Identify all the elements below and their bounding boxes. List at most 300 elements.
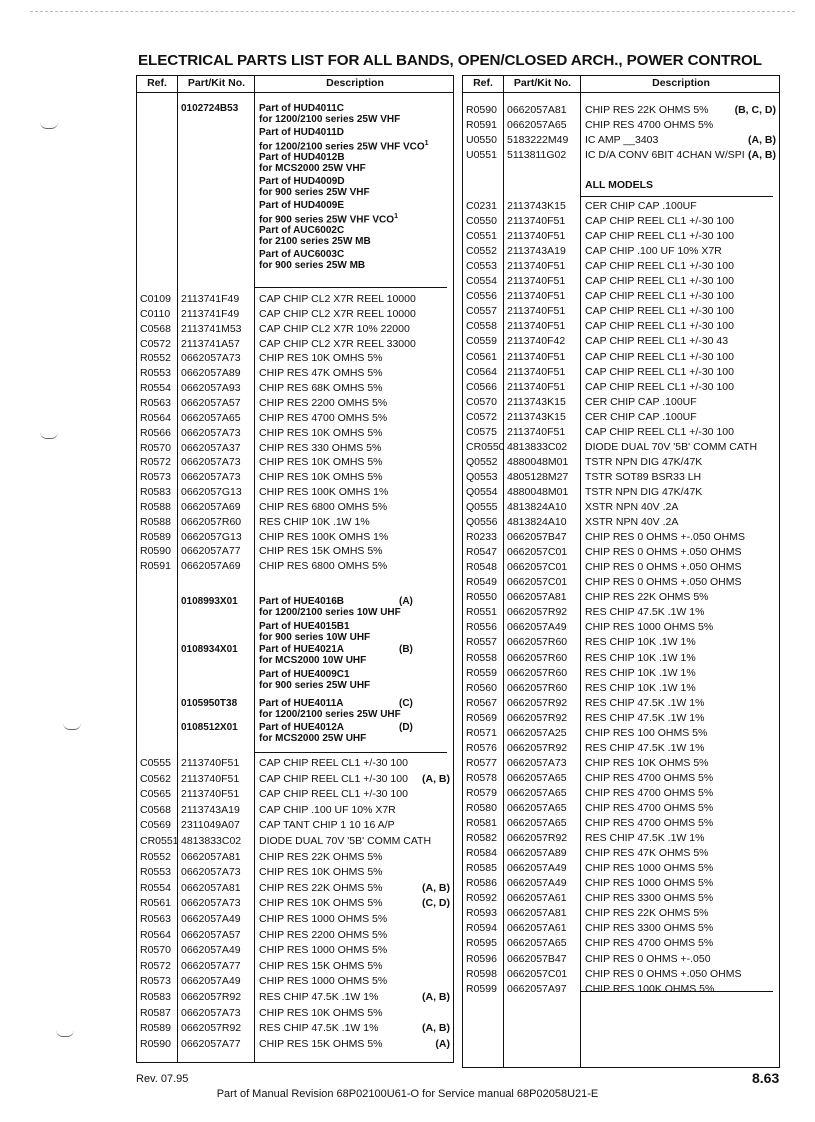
part-number-cell: 0662057A77 <box>181 1037 241 1050</box>
ref-cell: R0583 <box>140 991 171 1003</box>
kit-subtitle: for 900 series 10W UHF <box>259 632 371 643</box>
part-number-cell: 2113740F51 <box>181 788 240 801</box>
ref-cell: C0575 <box>466 425 497 438</box>
table-row <box>463 319 779 334</box>
part-number-cell: 2113741A57 <box>181 337 240 350</box>
description-cell: CAP CHIP CL2 X7R REEL 10000 <box>259 307 416 320</box>
ref-cell: R0572 <box>140 959 171 972</box>
model-code: (A, B) <box>422 881 450 894</box>
header-part: Part/Kit No. <box>513 77 572 89</box>
part-number-cell: 0662057A73 <box>181 352 241 365</box>
ref-cell: R0592 <box>466 892 497 905</box>
model-code: (A, B) <box>422 772 450 785</box>
table-row <box>463 936 779 951</box>
part-number-cell: 2311049A07 <box>181 819 240 832</box>
description-cell: CAP CHIP .100 UF 10% X7R <box>585 245 722 258</box>
table-row <box>137 411 453 426</box>
ref-cell: R0594 <box>466 922 497 935</box>
table-row <box>137 803 453 818</box>
ref-cell: Q0554 <box>466 485 498 498</box>
kit-title: Part of HUD4009D <box>259 175 345 187</box>
part-number-cell: 2113740F51 <box>507 365 566 378</box>
description-cell: RES CHIP 10K .1W 1% <box>585 666 696 679</box>
ref-cell: R0573 <box>140 975 171 988</box>
ref-cell: R0569 <box>466 711 497 724</box>
kit-subtitle: for 1200/2100 series 25W VHF VCO$^1$ <box>259 140 429 153</box>
table-row <box>137 990 453 1005</box>
ref-cell: R0552 <box>140 352 171 365</box>
table-row <box>463 455 779 470</box>
ref-cell: R0587 <box>140 1006 171 1019</box>
ref-cell: C0109 <box>140 293 171 305</box>
part-number-cell: 2113740F51 <box>507 260 566 273</box>
part-number-cell: 0662057A65 <box>507 786 567 799</box>
model-code: (A) <box>399 596 413 607</box>
part-number-cell: 0662057G13 <box>181 486 242 499</box>
kit-subtitle: for MCS2000 25W UHF <box>259 733 367 744</box>
part-number-cell: 0662057A61 <box>507 922 567 935</box>
part-number-cell: 0662057A65 <box>507 771 567 784</box>
table-row <box>137 787 453 802</box>
part-number-cell: 0662057A73 <box>181 426 241 439</box>
kit-description <box>259 176 370 198</box>
part-number-cell: 0662057A25 <box>507 726 567 739</box>
description-cell: CHIP RES 0 OHMS +.050 OHMS <box>585 561 742 574</box>
table-row <box>137 396 453 411</box>
model-code: (B, C, D) <box>734 104 776 116</box>
header-ref: Ref. <box>473 77 493 89</box>
description-cell: RES CHIP 10K .1W 1% <box>585 681 696 694</box>
table-row <box>463 103 779 118</box>
table-row <box>463 711 779 726</box>
part-number-cell: 2113740F51 <box>507 320 566 333</box>
part-number-cell: 2113740F51 <box>507 305 566 318</box>
description-cell: RES CHIP 47.5K .1W 1% <box>585 832 705 845</box>
ref-cell: R0557 <box>466 636 497 649</box>
ref-cell: R0572 <box>140 456 171 469</box>
part-number-cell: 2113740F42 <box>507 335 566 348</box>
description-cell: CHIP RES 1000 OHMS 5% <box>585 621 714 634</box>
kit-title: Part of AUC6002C <box>259 224 345 236</box>
part-number-cell: 0662057A65 <box>181 411 241 424</box>
description-cell: RES CHIP 47.5K .1W 1% <box>585 741 705 754</box>
part-number-cell: 0662057A73 <box>181 866 241 879</box>
description-cell: CHIP RES 1000 OHMS 5% <box>585 877 714 890</box>
ref-cell: C0557 <box>466 305 497 318</box>
ref-cell: R0566 <box>140 426 171 439</box>
part-number-cell: 4813824A10 <box>507 501 567 513</box>
table-row <box>463 440 779 455</box>
kit-subtitle: for MCS2000 10W UHF <box>259 655 367 666</box>
part-number-cell: 2113741M53 <box>181 322 242 335</box>
part-number-cell: 0662057C01 <box>507 546 568 559</box>
description-cell: CHIP RES 6800 OMHS 5% <box>259 500 388 513</box>
kit-description <box>259 127 429 152</box>
part-number-cell: 0662057A73 <box>181 1006 241 1019</box>
part-number-cell: 0662057A57 <box>181 928 241 941</box>
part-number-cell: 2113743K15 <box>507 200 566 212</box>
table-row <box>463 545 779 560</box>
description-cell: CHIP RES 1000 OHMS 5% <box>585 862 714 875</box>
kit-subtitle: for MCS2000 25W VHF <box>259 162 366 174</box>
table-row <box>137 351 453 366</box>
binding-mark <box>40 432 58 439</box>
description-cell: CAP CHIP REEL CL1 +/-30 100 <box>259 772 408 785</box>
table-row <box>137 1006 453 1021</box>
table-row <box>137 959 453 974</box>
description-cell: CAP CHIP REEL CL1 +/-30 100 <box>585 380 734 393</box>
kit-title: Part of HUD4011D <box>259 127 345 139</box>
table-row <box>137 1037 453 1052</box>
table-row <box>137 441 453 456</box>
description-cell: CHIP RES 4700 OMHS 5% <box>259 411 388 424</box>
table-row <box>137 772 453 787</box>
kit-title: Part of HUE4012A <box>259 722 345 733</box>
table-row <box>463 395 779 410</box>
page-title: ELECTRICAL PARTS LIST FOR ALL BANDS, OPEN/CLOSED ARCH., POWER CONTROL <box>138 52 762 69</box>
description-cell: CHIP RES 10K OMHS 5% <box>259 456 383 469</box>
table-row <box>463 876 779 891</box>
part-number-cell: 2113740F51 <box>181 757 240 769</box>
description-cell: CAP CHIP CL2 X7R 10% 22000 <box>259 322 410 335</box>
description-cell: DIODE DUAL 70V '5B' COMM CATH <box>259 835 432 847</box>
kit-description <box>259 644 366 666</box>
table-row <box>137 544 453 559</box>
part-number-cell: 2113743A19 <box>507 245 566 258</box>
description-cell: CAP CHIP REEL CL1 +/-30 100 <box>585 260 734 273</box>
part-number-cell: 4880048M01 <box>507 455 569 468</box>
table-row <box>463 831 779 846</box>
part-number-cell: 0662057A81 <box>181 881 241 894</box>
ref-cell: R0550 <box>466 591 497 604</box>
table-row <box>137 818 453 833</box>
ref-cell: R0583 <box>140 486 171 499</box>
manual-revision-note: Part of Manual Revision 68P02100U61-O for Service manual 68P02058U21-E <box>216 1088 599 1100</box>
description-cell: CAP CHIP REEL CL1 +/-30 100 <box>585 305 734 318</box>
description-cell: CHIP RES 3300 OHMS 5% <box>585 892 714 905</box>
description-cell: RES CHIP 10K .1W 1% <box>585 636 696 649</box>
ref-cell: R0549 <box>466 576 497 589</box>
part-number-cell: 0662057R92 <box>507 832 568 845</box>
model-code: (A, B) <box>422 991 450 1003</box>
part-number-cell: 2113743K15 <box>507 410 566 423</box>
part-number-cell: 4813833C02 <box>181 835 242 847</box>
kit-title: Part of HUE4016B <box>259 596 345 607</box>
kit-subtitle: for 1200/2100 series 25W UHF <box>259 709 401 720</box>
table-row <box>463 214 779 229</box>
description-cell: CAP CHIP REEL CL1 +/-30 100 <box>259 788 408 801</box>
ref-cell: CR0550 <box>466 440 505 453</box>
ref-cell: R0563 <box>140 396 171 409</box>
table-row <box>463 530 779 545</box>
part-number-cell: 4813833C02 <box>507 440 568 453</box>
description-cell: TSTR SOT89 BSR33 LH <box>585 470 702 483</box>
part-number-cell: 0662057R92 <box>507 606 568 619</box>
ref-cell: C0568 <box>140 322 171 335</box>
parts-table-left <box>136 75 454 1063</box>
ref-cell: R0580 <box>466 802 497 814</box>
model-code: (C) <box>399 698 413 709</box>
part-number-cell: 0662057B47 <box>507 531 567 544</box>
description-cell: CHIP RES 1000 OHMS 5% <box>259 975 388 988</box>
description-cell: CHIP RES 2200 OHMS 5% <box>259 928 388 941</box>
part-number-cell: 0662057A81 <box>507 591 567 604</box>
kit-number: 0108993X01 <box>181 596 238 607</box>
part-number-cell: 2113740F51 <box>507 290 566 303</box>
table-row <box>463 304 779 319</box>
table-row <box>137 426 453 441</box>
part-number-cell: 0662057R92 <box>181 1022 242 1035</box>
section-heading: ALL MODELS <box>585 179 654 191</box>
table-row <box>137 530 453 545</box>
description-cell: TSTR NPN DIG 47K/47K <box>585 455 703 468</box>
kit-subtitle: for 900 series 25W MB <box>259 259 366 271</box>
table-row <box>137 896 453 911</box>
ref-cell: CR0551 <box>140 835 179 847</box>
binding-mark <box>56 1030 74 1037</box>
ref-cell: R0576 <box>466 741 497 754</box>
part-number-cell: 2113740F51 <box>507 350 566 363</box>
part-number-cell: 0662057A49 <box>507 877 567 890</box>
description-cell: CAP CHIP CL2 X7R REEL 33000 <box>259 337 416 350</box>
table-row <box>463 515 779 530</box>
ref-cell: R0551 <box>466 606 497 619</box>
part-number-cell: 0662057C01 <box>507 576 568 589</box>
table-row <box>463 485 779 500</box>
ref-cell: R0564 <box>140 928 171 941</box>
description-cell: CHIP RES 10K OMHS 5% <box>259 471 383 484</box>
description-cell: CHIP RES 22K OHMS 5% <box>585 907 709 920</box>
table-row <box>463 786 779 801</box>
part-number-cell: 2113740F51 <box>181 772 240 785</box>
description-cell: XSTR NPN 40V .2A <box>585 501 679 513</box>
kit-number: 0102724B53 <box>181 103 239 114</box>
description-cell: CHIP RES 4700 OHMS 5% <box>585 937 714 950</box>
table-row <box>463 259 779 274</box>
header-part: Part/Kit No. <box>187 77 246 89</box>
ref-cell: R0589 <box>140 1022 171 1035</box>
description-cell: RES CHIP 47.5K .1W 1% <box>585 696 705 709</box>
part-number-cell: 0662057A77 <box>181 545 241 558</box>
description-cell: CHIP RES 4700 OHMS 5% <box>585 771 714 784</box>
table-row <box>137 307 453 322</box>
kit-number: 0105950T38 <box>181 698 238 709</box>
table-row <box>137 322 453 337</box>
description-cell: RES CHIP 47.5K .1W 1% <box>585 606 705 619</box>
table-row <box>463 952 779 967</box>
ref-cell: R0561 <box>140 897 171 910</box>
table-row <box>137 756 453 771</box>
part-number-cell: 2113741F49 <box>181 293 240 305</box>
part-number-cell: 2113741F49 <box>181 307 240 320</box>
kit-description <box>259 249 365 271</box>
description-cell: CHIP RES 1000 OHMS 5% <box>259 944 388 957</box>
binding-mark <box>40 122 58 129</box>
ref-cell: R0553 <box>140 866 171 879</box>
ref-cell: R0560 <box>466 681 497 694</box>
table-row <box>463 921 779 936</box>
description-cell: CHIP RES 47K OMHS 5% <box>259 367 383 380</box>
part-number-cell: 4805128M27 <box>507 470 569 483</box>
kit-title: Part of HUE4011A <box>259 698 344 709</box>
part-number-cell: 0662057R92 <box>181 991 242 1003</box>
ref-cell: R0577 <box>466 756 497 769</box>
ref-cell: C0562 <box>140 772 171 785</box>
table-row <box>463 906 779 921</box>
ref-cell: R0595 <box>466 937 497 950</box>
part-number-cell: 0662057A73 <box>181 897 241 910</box>
description-cell: CHIP RES 47K OHMS 5% <box>585 847 709 860</box>
table-row <box>463 666 779 681</box>
table-row <box>463 696 779 711</box>
part-number-cell: 0662057A69 <box>181 500 241 513</box>
part-number-cell: 2113740F51 <box>507 215 566 228</box>
ref-cell: C0566 <box>466 380 497 393</box>
table-row <box>463 967 779 982</box>
part-number-cell: 5113811G02 <box>507 148 567 161</box>
part-number-cell: 0662057R60 <box>507 636 568 649</box>
part-number-cell: 0662057R60 <box>507 651 568 664</box>
table-row <box>463 756 779 771</box>
table-row <box>463 365 779 380</box>
description-cell: IC D/A CONV 6BIT 4CHAN W/SPI <box>585 148 745 161</box>
ref-cell: C0572 <box>466 410 497 423</box>
parts-table-right <box>462 75 780 1068</box>
description-cell: XSTR NPN 40V .2A <box>585 516 679 529</box>
description-cell: CHIP RES 2200 OMHS 5% <box>259 396 388 409</box>
part-number-cell: 5183222M49 <box>507 133 569 146</box>
ref-cell: R0553 <box>140 367 171 380</box>
table-row <box>137 1021 453 1036</box>
description-cell: CHIP RES 10K OHMS 5% <box>585 756 709 769</box>
description-cell: CHIP RES 22K OHMS 5% <box>259 881 383 894</box>
description-cell: CHIP RES 100 OHMS 5% <box>585 726 708 739</box>
ref-cell: C0559 <box>466 335 497 348</box>
ref-cell: R0585 <box>466 862 497 875</box>
table-row <box>137 485 453 500</box>
table-row <box>137 834 453 849</box>
description-cell: CAP CHIP REEL CL1 +/-30 100 <box>585 365 734 378</box>
part-number-cell: 0662057A89 <box>507 847 567 860</box>
part-number-cell: 0662057A49 <box>181 975 241 988</box>
table-row <box>463 651 779 666</box>
table-row <box>463 334 779 349</box>
ref-cell: C0556 <box>466 290 497 303</box>
part-number-cell: 0662057A49 <box>507 862 567 875</box>
part-number-cell: 0662057A89 <box>181 367 241 380</box>
part-number-cell: 0662057A81 <box>181 850 241 863</box>
table-row <box>463 575 779 590</box>
description-cell: CAP CHIP REEL CL1 +/-30 100 <box>585 320 734 333</box>
kit-subtitle: for 2100 series 25W MB <box>259 235 371 247</box>
table-row <box>463 726 779 741</box>
ref-cell: U0551 <box>466 148 497 161</box>
table-row <box>137 943 453 958</box>
description-cell: CHIP RES 0 OHMS +-.050 OHMS <box>585 531 745 544</box>
description-cell: CHIP RES 6800 OMHS 5% <box>259 560 388 573</box>
description-cell: DIODE DUAL 70V '5B' COMM CATH <box>585 440 758 453</box>
model-code: (A, B) <box>748 148 776 161</box>
model-code: (A, B) <box>748 133 776 146</box>
kit-title: Part of HUD4012B <box>259 151 345 163</box>
ref-cell: R0570 <box>140 441 171 454</box>
model-code: (C, D) <box>422 897 450 910</box>
ref-cell: C0558 <box>466 320 497 333</box>
ref-cell: R0599 <box>466 982 497 995</box>
kit-subtitle: for 900 series 25W UHF <box>259 680 371 691</box>
ref-cell: C0552 <box>466 245 497 258</box>
part-number-cell: 0662057A73 <box>181 471 241 484</box>
part-number-cell: 0662057A93 <box>181 382 241 395</box>
description-cell: CHIP RES 0 OHMS +.050 OHMS <box>585 546 742 559</box>
ref-cell: C0553 <box>466 260 497 273</box>
ref-cell: R0586 <box>466 877 497 890</box>
ref-cell: R0567 <box>466 696 497 709</box>
ref-cell: C0555 <box>140 757 171 769</box>
kit-subtitle: for 900 series 25W VHF <box>259 186 370 198</box>
part-number-cell: 0662057A65 <box>507 802 567 814</box>
part-number-cell: 0662057R92 <box>507 741 568 754</box>
description-cell: CHIP RES 10K OHMS 5% <box>259 1006 383 1019</box>
description-cell: CHIP RES 4700 OHMS 5% <box>585 817 714 830</box>
ref-cell: R0552 <box>140 850 171 863</box>
section-divider <box>255 752 447 753</box>
model-code: (B) <box>399 644 413 655</box>
ref-cell: R0570 <box>140 944 171 957</box>
description-cell: CHIP RES 100K OMHS 1% <box>259 530 389 543</box>
part-number-cell: 2113740F51 <box>507 230 566 243</box>
ref-cell: R0590 <box>140 545 171 558</box>
kit-title: Part of HUE4021A <box>259 644 345 655</box>
ref-cell: U0550 <box>466 133 497 146</box>
table-row <box>463 500 779 515</box>
description-cell: CHIP RES 15K OHMS 5% <box>259 1037 383 1050</box>
kit-subtitle: for 900 series 25W VHF VCO$^1$ <box>259 213 398 226</box>
ref-cell: R0578 <box>466 771 497 784</box>
ref-cell: R0559 <box>466 666 497 679</box>
description-cell: CHIP RES 330 OHMS 5% <box>259 441 382 454</box>
part-number-cell: 0662057B47 <box>507 952 567 965</box>
ref-cell: Q0552 <box>466 455 498 468</box>
description-cell: CAP CHIP REEL CL1 +/-30 100 <box>585 275 734 288</box>
description-cell: CHIP RES 10K OHMS 5% <box>259 866 383 879</box>
footnote-marker: 1 <box>394 213 398 221</box>
part-number-cell: 0662057R92 <box>507 711 568 724</box>
description-cell: CHIP RES 22K OHMS 5% <box>585 104 709 116</box>
table-row <box>137 850 453 865</box>
part-number-cell: 4813824A10 <box>507 516 567 529</box>
kit-description <box>259 722 366 744</box>
model-code: (D) <box>399 722 413 733</box>
description-cell: RES CHIP 10K .1W 1% <box>585 651 696 664</box>
description-cell: CHIP RES 10K OMHS 5% <box>259 352 383 365</box>
ref-cell: C0568 <box>140 803 171 816</box>
table-row <box>137 500 453 515</box>
description-cell: CHIP RES 22K OHMS 5% <box>585 591 709 604</box>
ref-cell: R0588 <box>140 500 171 513</box>
description-cell: CAP CHIP REEL CL1 +/-30 100 <box>585 215 734 228</box>
ref-cell: C0572 <box>140 337 171 350</box>
description-cell: CHIP RES 100K OMHS 1% <box>259 486 389 499</box>
kit-description <box>259 225 371 247</box>
kit-number: 0108934X01 <box>181 644 238 655</box>
description-cell: TSTR NPN DIG 47K/47K <box>585 485 703 498</box>
kit-title: Part of HUD4011C <box>259 103 345 114</box>
description-cell: CAP CHIP REEL CL1 +/-30 100 <box>259 757 408 769</box>
description-cell: CER CHIP CAP .100UF <box>585 395 697 408</box>
ref-cell: C0551 <box>466 230 497 243</box>
part-number-cell: 2113740F51 <box>507 425 566 438</box>
